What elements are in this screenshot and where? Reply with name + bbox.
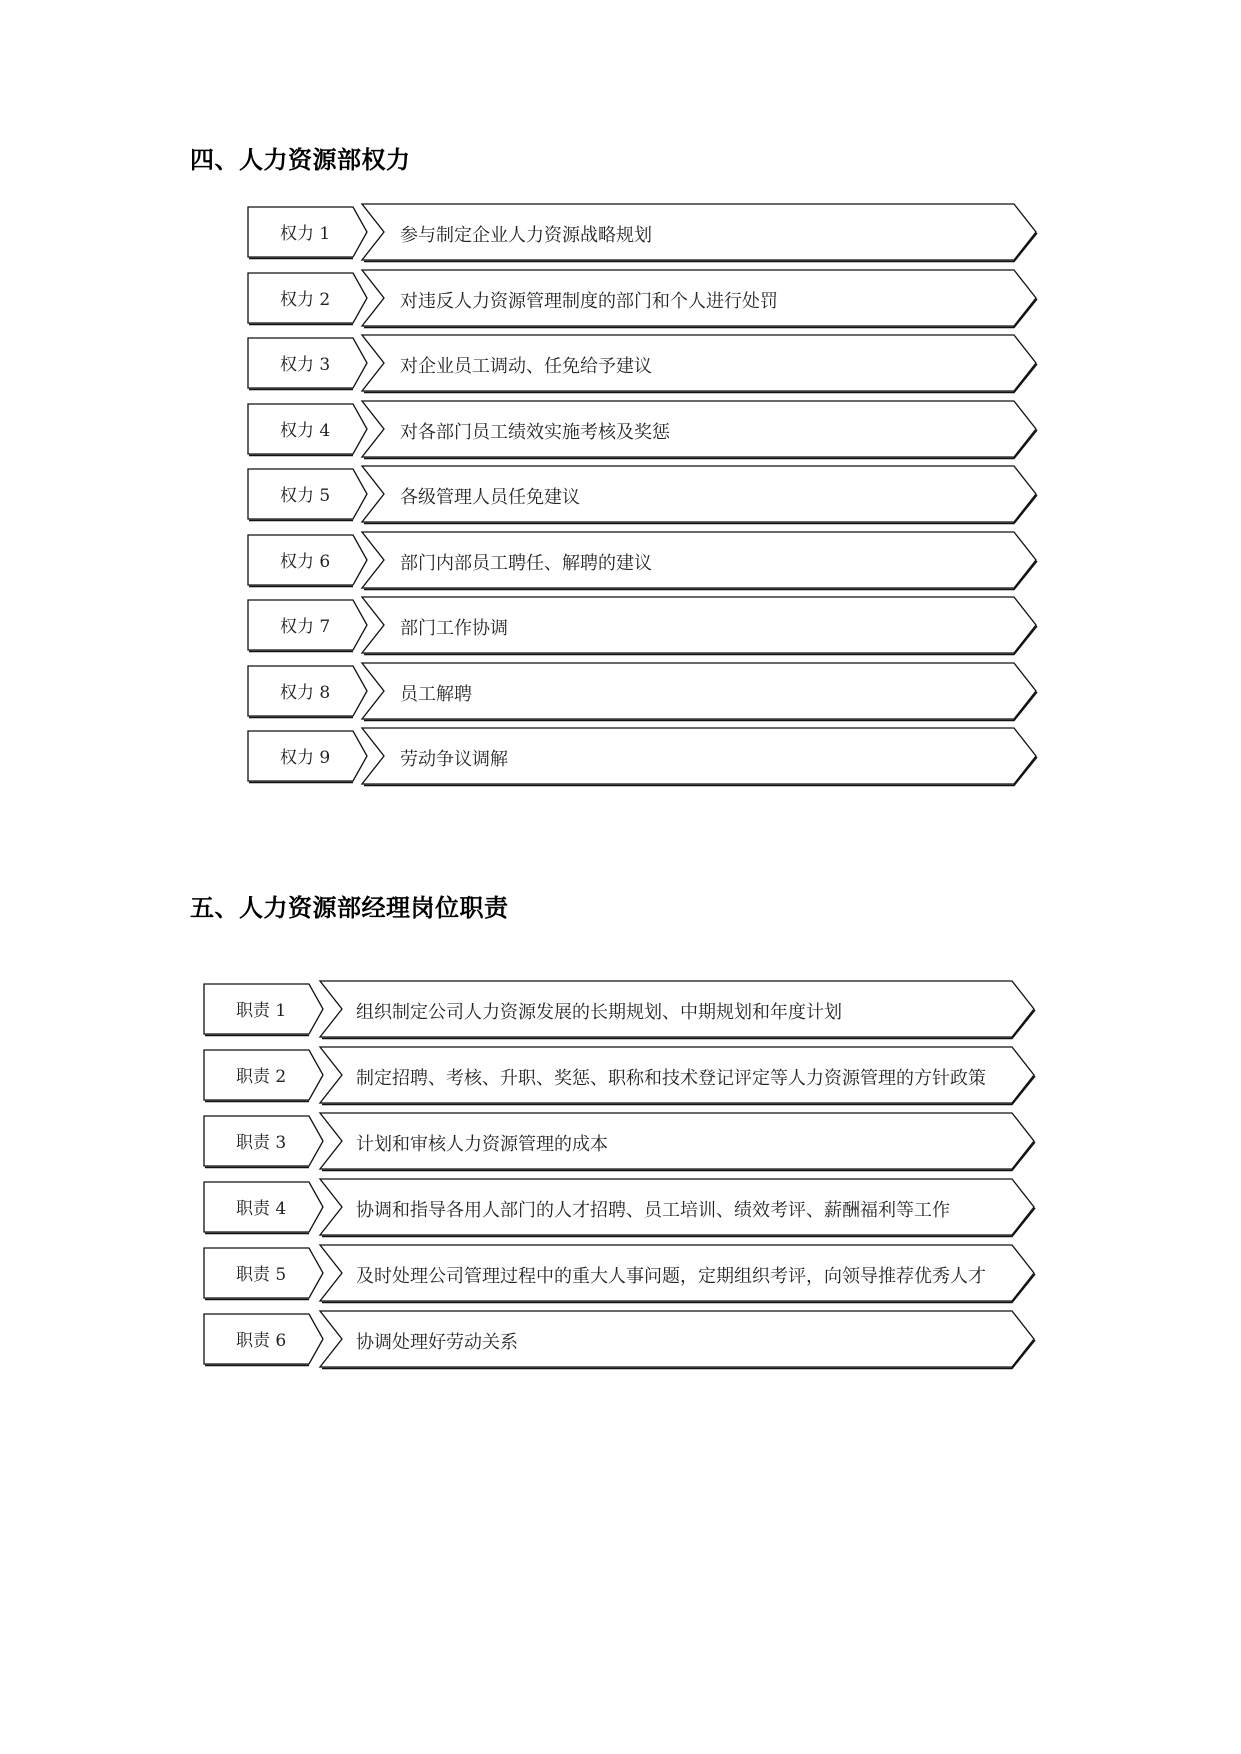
item-label: 职责 1	[236, 1001, 287, 1021]
chevron-row-shape	[248, 662, 1038, 720]
list-item	[248, 203, 1038, 263]
list-item	[248, 269, 1038, 329]
chevron-row-shape	[248, 465, 1038, 523]
list-item	[248, 465, 1038, 525]
item-label: 权力 6	[280, 551, 331, 572]
list-item	[248, 662, 1038, 722]
item-label: 权力 9	[280, 748, 331, 768]
power-list	[248, 203, 1038, 793]
item-text: 劳动争议调解	[400, 749, 508, 770]
item-label: 权力 4	[280, 420, 331, 441]
item-label: 职责 4	[236, 1199, 287, 1219]
section-4-title: 四、人力资源部权力	[190, 146, 411, 174]
item-text: 参与制定企业人力资源战略规划	[400, 225, 652, 246]
chevron-row-shape	[248, 596, 1038, 654]
item-text: 及时处理公司管理过程中的重大人事问题，定期组织考评，向领导推荐优秀人才	[356, 1266, 986, 1287]
list-item	[248, 727, 1038, 787]
list-item	[248, 596, 1038, 656]
chevron-row-shape	[204, 1112, 1034, 1170]
item-label: 权力 5	[280, 486, 331, 506]
list-item	[204, 1112, 1034, 1172]
list-item	[248, 334, 1038, 394]
list-item	[204, 1046, 1034, 1106]
item-text: 各级管理人员任免建议	[400, 487, 580, 508]
item-text: 协调和指导各用人部门的人才招聘、员工培训、绩效考评、薪酬福利等工作	[356, 1200, 950, 1221]
item-label: 职责 5	[236, 1265, 287, 1285]
list-item	[248, 400, 1038, 460]
item-text: 部门内部员工聘任、解聘的建议	[400, 552, 652, 574]
list-item	[204, 1310, 1034, 1370]
item-label: 权力 7	[280, 617, 331, 637]
item-text: 制定招聘、考核、升职、奖惩、职称和技术登记评定等人力资源管理的方针政策	[356, 1068, 986, 1089]
item-text: 对违反人力资源管理制度的部门和个人进行处罚	[400, 290, 778, 312]
item-text: 部门工作协调	[400, 618, 508, 639]
list-item	[204, 1244, 1034, 1304]
duty-list	[204, 980, 1034, 1380]
item-label: 职责 2	[236, 1067, 287, 1087]
item-text: 计划和审核人力资源管理的成本	[356, 1134, 608, 1155]
item-label: 权力 8	[280, 682, 331, 703]
item-label: 权力 3	[280, 355, 331, 375]
section-5-title: 五、人力资源部经理岗位职责	[190, 894, 509, 922]
item-label: 职责 3	[236, 1133, 287, 1153]
list-item	[204, 980, 1034, 1040]
item-text: 对各部门员工绩效实施考核及奖惩	[400, 421, 670, 443]
item-label: 权力 2	[280, 289, 331, 310]
list-item	[204, 1178, 1034, 1238]
item-text: 对企业员工调动、任免给予建议	[400, 356, 652, 377]
item-text: 员工解聘	[400, 683, 472, 705]
list-item	[248, 531, 1038, 591]
item-label: 权力 1	[280, 224, 331, 244]
item-text: 协调处理好劳动关系	[356, 1332, 518, 1353]
chevron-row-shape	[204, 1310, 1034, 1368]
item-label: 职责 6	[236, 1331, 287, 1351]
item-text: 组织制定公司人力资源发展的长期规划、中期规划和年度计划	[356, 1002, 842, 1023]
chevron-row-shape	[248, 727, 1038, 785]
